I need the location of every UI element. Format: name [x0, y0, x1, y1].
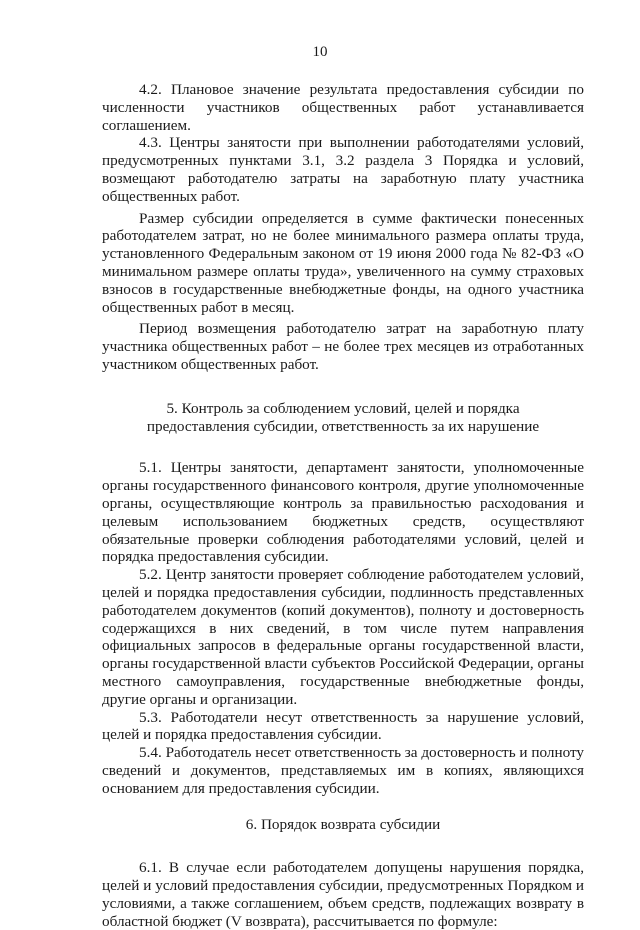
paragraph-reimbursement-period: Период возмещения работодателю затрат на заработную плату участника общественных работ – не более трех месяцев из отработанных участником общественных работ.: [102, 320, 584, 373]
paragraph-5-3: 5.3. Работодатели несут ответственность за нарушение условий, целей и порядка предоставления субсидии.: [102, 708, 584, 744]
paragraph-5-1: 5.1. Центры занятости, департамент занятости, уполномоченные органы государственного финансового контроля, другие уполномоченные органы, осуществляющие контроль за правильностью расходования и целевым использованием бюджетных средств, осуществляют обязательные проверки соблюдения работодателями условий, целей и порядка предоставления субсидии.: [102, 459, 584, 566]
paragraph-5-2: 5.2. Центр занятости проверяет соблюдение работодателем условий, целей и порядка предоставления субсидии, подлинность представленных работодателем документов (копий документов), полноту и достоверность содержащихся в них сведений, в том числе путем направления официальных запросов в федеральные органы государственной власти, органы государственной власти субъектов Российской Федерации, органы местного самоуправления, государственные внебюджетные фонды, другие органы и организации.: [102, 566, 584, 708]
section-5-heading: 5. Контроль за соблюдением условий, целей и порядка предоставления субсидии, ответственность за их нарушение: [146, 399, 540, 435]
paragraph-5-4: 5.4. Работодатель несет ответственность за достоверность и полноту сведений и документов, представляемых им в копиях, являющихся основанием для предоставления субсидии.: [102, 744, 584, 797]
page-number: 10: [312, 44, 328, 60]
paragraph-6-1: 6.1. В случае если работодателем допущены нарушения порядка, целей и условий предоставления субсидии, предусмотренных Порядком и условиями, а также соглашением, объем средств, подлежащих возврату в областной бюджет (V возврата), рассчитывается по формуле:: [102, 859, 584, 930]
paragraph-4-3: 4.3. Центры занятости при выполнении работодателями условий, предусмотренных пунктами 3.1, 3.2 раздела 3 Порядка и условий, возмещают работодателю затраты на заработную плату участника общественных работ.: [102, 134, 584, 205]
paragraph-subsidy-size: Размер субсидии определяется в сумме фактически понесенных работодателем затрат, но не более минимального размера оплаты труда, установленного Федеральным законом от 19 июня 2000 года № 82-ФЗ «О минимальном размере оплаты труда», увеличенного на сумму страховых взносов в государственные внебюджетные фонды, на одного участника общественных работ в месяц.: [102, 209, 584, 316]
section-6-heading: 6. Порядок возврата субсидии: [245, 816, 441, 834]
document-body: [102, 81, 584, 930]
paragraph-4-2: 4.2. Плановое значение результата предоставления субсидии по численности участников общественных работ устанавливается соглашением.: [102, 81, 584, 134]
